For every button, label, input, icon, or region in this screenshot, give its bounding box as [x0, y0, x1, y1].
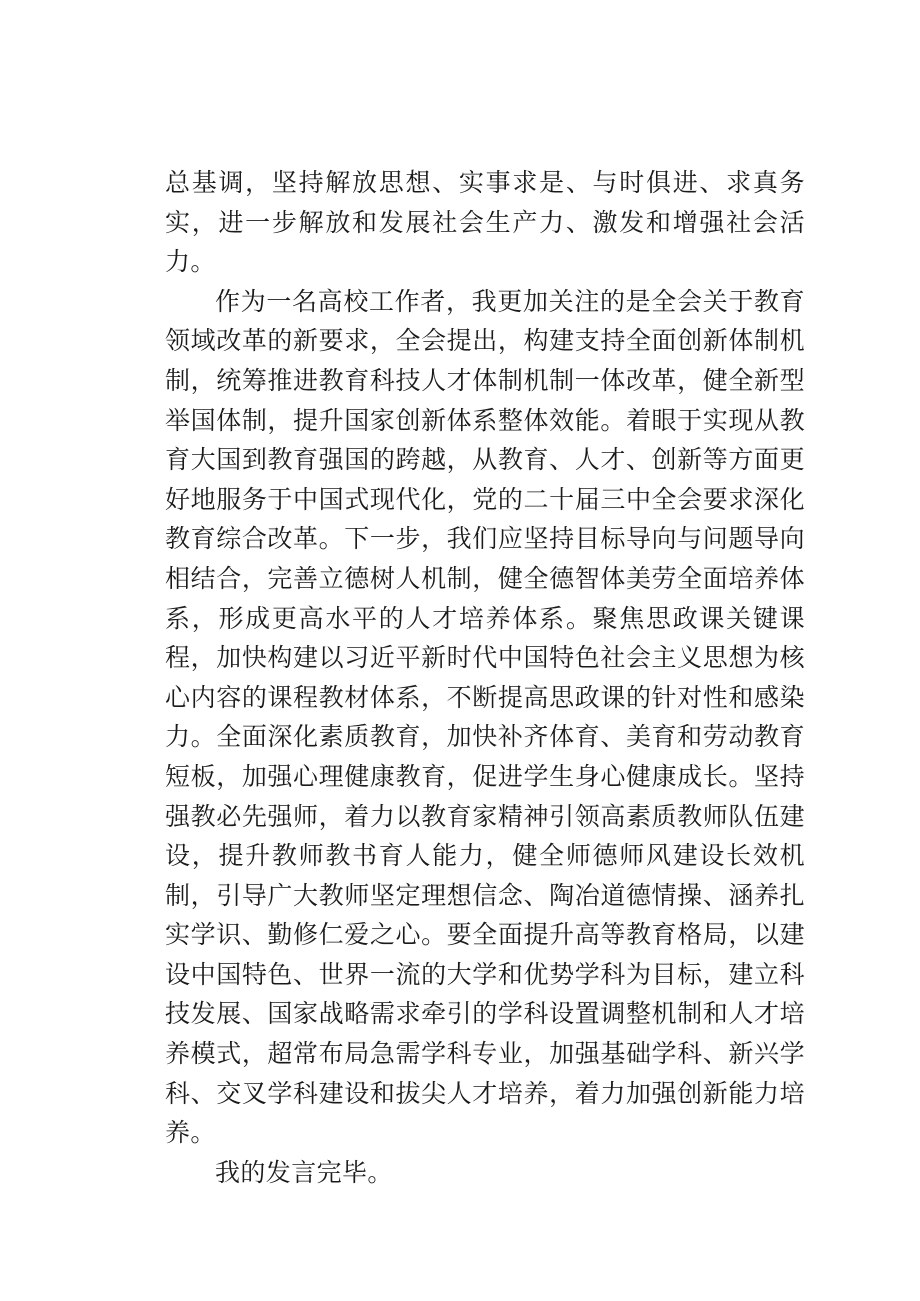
paragraph-education-reform: 作为一名高校工作者，我更加关注的是全会关于教育领域改革的新要求，全会提出，构建支持全面创新体制机制，统筹推进教育科技人才体制机制一体改革，健全新型举国体制，提升国家创新体系整体效能。着眼于实现从教育大国到教育强国的跨越，从教育、人才、创新等方面更好地服务于中国式现代化，党的二十届三中全会要求深化教育综合改革。下一步，我们应坚持目标导向与问题导向相结合，完善立德树人机制，健全德智体美劳全面培养体系，形成更高水平的人才培养体系。聚焦思政课关键课程，加快构建以习近平新时代中国特色社会主义思想为核心内容的课程教材体系，不断提高思政课的针对性和感染力。全面深化素质教育，加快补齐体育、美育和劳动教育短板，加强心理健康教育，促进学生身心健康成长。坚持强教必先强师，着力以教育家精神引领高素质教师队伍建设，提升教师教书育人能力，健全师德师风建设长效机制，引导广大教师坚定理想信念、陶冶道德情操、涵养扎实学识、勤修仁爱之心。要全面提升高等教育格局，以建设中国特色、世界一流的大学和优势学科为目标，建立科技发展、国家战略需求牵引的学科设置调整机制和人才培养模式，超常布局急需学科专业，加强基础学科、新兴学科、交叉学科建设和拔尖人才培养，着力加强创新能力培养。: [165, 286, 805, 1148]
paragraph-closing: 我的发言完毕。: [215, 1157, 393, 1187]
paragraph-continuation: 总基调，坚持解放思想、实事求是、与时俱进、求真务实，进一步解放和发展社会生产力、激发和增强社会活力。: [165, 168, 805, 277]
document-body: [165, 163, 805, 1192]
